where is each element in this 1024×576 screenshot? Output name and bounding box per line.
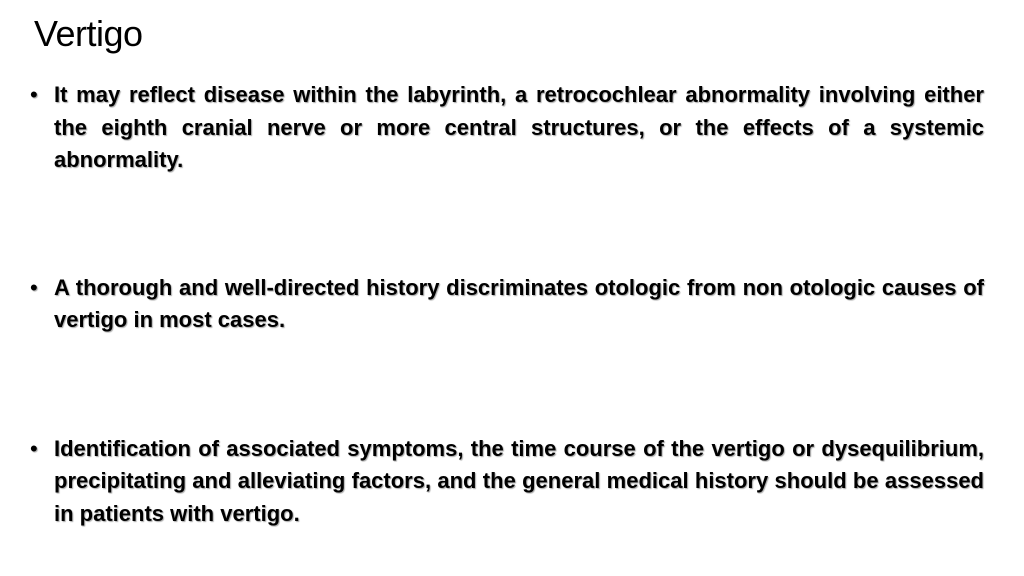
bullet-list — [30, 79, 984, 530]
bullet-text: It may reflect disease within the labyrinth, a retrocochlear abnormality involving either the eighth cranial nerve or more central structures, or the effects of a systemic abnormality. — [54, 82, 984, 172]
bullet-item — [30, 433, 984, 531]
bullet-item — [30, 79, 984, 177]
bullet-icon: • — [30, 274, 38, 300]
bullet-icon: • — [30, 435, 38, 461]
bullet-text: A thorough and well-directed history discriminates otologic from non otologic causes of vertigo in most cases. — [54, 274, 984, 332]
slide-title: Vertigo — [34, 13, 143, 54]
bullet-item — [30, 272, 984, 337]
bullet-text: Identification of associated symptoms, the time course of the vertigo or dysequilibrium, precipitating and alleviating factors, and the general medical history should be assessed in patients with vertigo. — [54, 435, 984, 526]
bullet-icon: • — [30, 82, 38, 107]
